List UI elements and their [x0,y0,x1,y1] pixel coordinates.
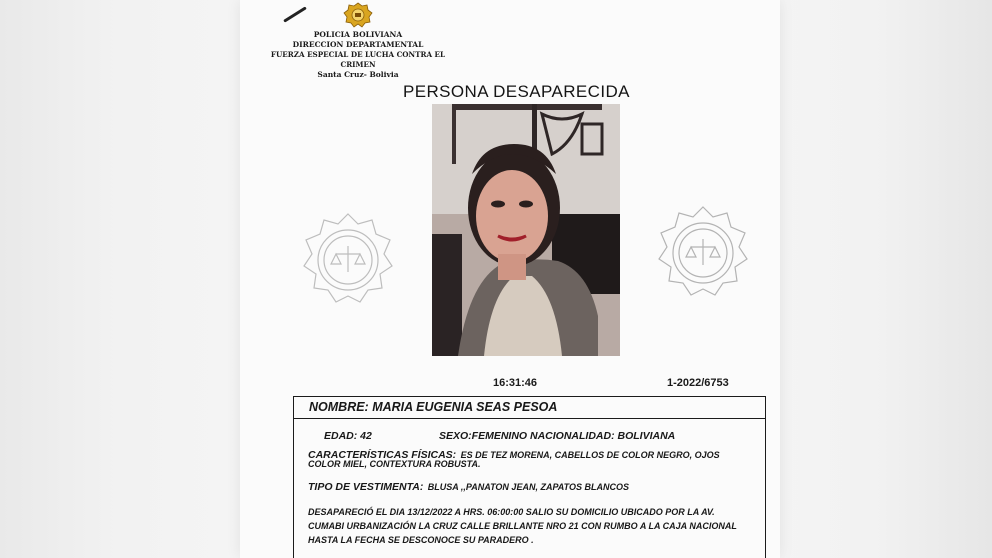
header-line-4: Santa Cruz- Bolivia [317,70,399,79]
case-number: 1-2022/6753 [667,377,729,389]
sex-nationality-field: SEXO:FEMENINO NACIONALIDAD: BOLIVIANA [439,430,676,442]
features-text-2: COLOR MIEL, CONTEXTURA ROBUSTA. [308,459,481,469]
features-text-1: ES DE TEZ MORENA, CABELLOS DE COLOR NEGRO, OJOS [460,450,720,460]
clothing-label: TIPO DE VESTIMENTA: [308,481,424,493]
person-name: NOMBRE: MARIA EUGENIA SEAS PESOA [309,400,558,414]
header-line-1: POLICIA BOLIVIANA [313,30,403,39]
police-seal-stamp-right [653,203,753,303]
clothing-field [308,477,629,495]
header-line-2: DIRECCION DEPARTAMENTAL [292,40,424,49]
name-row [294,397,765,419]
police-emblem-icon [343,2,373,28]
age-field: EDAD: 42 [324,430,372,442]
disappearance-line-3: HASTA LA FECHA SE DESCONOCE SU PARADERO . [308,535,534,545]
institution-header [258,30,458,80]
header-line-3: FUERZA ESPECIAL DE LUCHA CONTRA EL CRIMEN [270,50,446,69]
timestamp: 16:31:46 [493,377,538,389]
missing-person-photo [432,104,620,356]
police-seal-stamp-left [298,210,398,310]
disappearance-line-2: CUMABI URBANIZACIÓN LA CRUZ CALLE BRILLANTE NRO 21 CON RUMBO A LA CAJA NACIONAL [308,521,737,531]
disappearance-line-1: DESAPARECIÓ EL DIA 13/12/2022 A HRS. 06:00:00 SALIO SU DOMICILIO UBICADO POR LA AV. [308,507,715,517]
clothing-text: BLUSA ,,PANATON JEAN, ZAPATOS BLANCOS [427,482,629,492]
features-label: CARACTERÍSTICAS FÍSICAS: [308,449,457,461]
details-box [293,396,766,558]
page-title: PERSONA DESAPARECIDA [403,82,630,101]
